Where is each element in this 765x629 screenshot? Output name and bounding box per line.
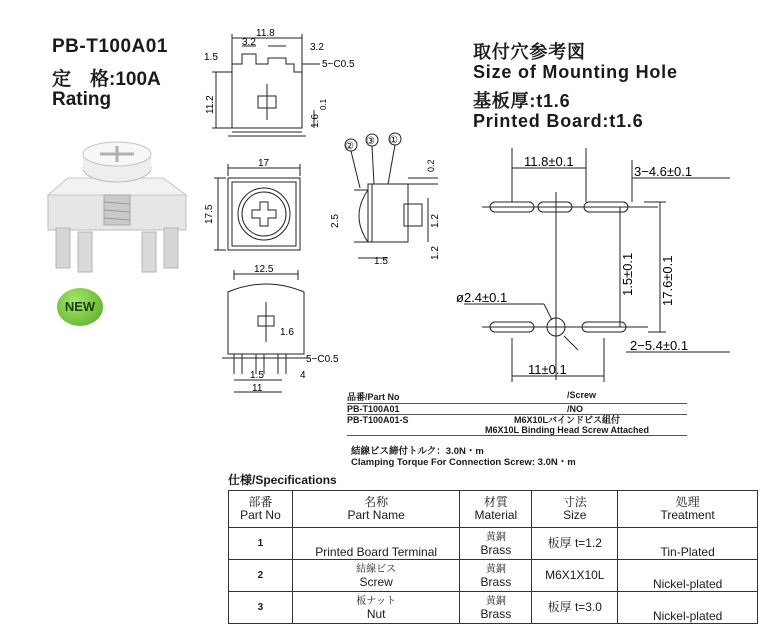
- spec-cell-material: 黄銅 Brass: [460, 560, 532, 592]
- dim-2-5: 2.5: [330, 214, 341, 228]
- spec-cell-no: 1: [229, 528, 293, 560]
- spec-cell-material: 黄銅 Brass: [460, 592, 532, 624]
- spec-cell-name: Printed Board Terminal: [292, 528, 460, 560]
- new-badge-label: NEW: [64, 299, 96, 314]
- specifications-title: 仕様/Specifications: [228, 473, 337, 487]
- dim-c05-bottom: 5−C0.5: [306, 354, 339, 365]
- spec-cell-name: 板ナット Nut: [292, 592, 460, 624]
- drawing-front-view: [198, 156, 328, 256]
- mounting-hole-diagram: [456, 140, 760, 390]
- hole-dim-17-6: 17.6±0.1: [660, 255, 675, 306]
- hole-dim-1-5: 1.5±0.1: [620, 252, 635, 296]
- spec-header-size: 寸法 Size: [532, 491, 618, 528]
- drawing-side-view: [328, 128, 448, 268]
- dim-3-2-right: 3.2: [310, 42, 324, 53]
- spec-cell-treatment: Nickel-plated: [618, 560, 758, 592]
- spec-cell-material: 黄銅 Brass: [460, 528, 532, 560]
- mounting-title-en: Size of Mounting Hole: [473, 62, 678, 82]
- part-number-header-row: [347, 390, 687, 404]
- spec-cell-treatment: Tin-Plated: [618, 528, 758, 560]
- new-badge: [57, 288, 103, 326]
- hole-dim-3-4-6: 3−4.6±0.1: [634, 164, 693, 179]
- torque-en: Clamping Torque For Connection Screw: 3.0N・m: [351, 457, 576, 468]
- dim-1-2-a: 1.2: [430, 214, 441, 228]
- torque-cn: 結線ビス締付トルク：3.0N・m: [351, 446, 484, 457]
- part-number-table: [347, 390, 687, 436]
- callout-1: ①: [389, 135, 398, 146]
- spec-cell-size: 板厚 t=1.2: [532, 528, 618, 560]
- drawing-bottom-view: [198, 262, 348, 400]
- product-photo: [38, 140, 198, 280]
- spec-row: [229, 592, 758, 624]
- pn-row2-screw-en: M6X10L Binding Head Screw Attached: [484, 425, 650, 435]
- dim-0-1: 0.1: [319, 98, 328, 110]
- pn-row1-part: PB-T100A01: [347, 404, 400, 414]
- dim-11-2: 11.2: [205, 95, 216, 114]
- spec-cell-no: 3: [229, 592, 293, 624]
- spec-header-part-no: 部番 Part No: [229, 491, 293, 528]
- mounting-title-cn: 取付穴参考図: [473, 42, 586, 62]
- dim-17: 17: [258, 158, 270, 169]
- spec-cell-treatment: Nickel-plated: [618, 592, 758, 624]
- dim-3-2-left: 3.2: [242, 37, 256, 48]
- board-thickness-cn: 基板厚:t1.6: [473, 91, 571, 111]
- dim-1-6: 1.6: [310, 114, 321, 128]
- spec-cell-size: 板厚 t=3.0: [532, 592, 618, 624]
- hole-dim-2-5-4: 2−5.4±0.1: [630, 338, 689, 353]
- spec-row: [229, 528, 758, 560]
- dim-1-6-bottom: 1.6: [280, 327, 294, 338]
- pn-row1-screw: /NO: [567, 404, 584, 414]
- part-number-row: [347, 404, 687, 415]
- spec-cell-name: 結線ビス Screw: [292, 560, 460, 592]
- pn-row2-screw-cn: M6X10Lバインドビス組付: [513, 415, 620, 425]
- pn-header-screw: /Screw: [567, 390, 597, 400]
- specifications-table: [228, 490, 758, 624]
- pn-header-part: 品番/Part No: [347, 392, 400, 402]
- spec-header-part-name: 名称 Part Name: [292, 491, 460, 528]
- callout-3: ③: [366, 136, 375, 147]
- spec-cell-no: 2: [229, 560, 293, 592]
- spec-row: [229, 560, 758, 592]
- hole-dim-11: 11±0.1: [528, 362, 567, 377]
- pn-row2-part: PB-T100A01-S: [347, 415, 409, 425]
- dim-1-5: 1.5: [204, 52, 218, 63]
- dim-1-2-b: 1.2: [430, 246, 441, 260]
- dim-11-bottom: 11: [252, 383, 263, 394]
- dim-c05: 5−C0.5: [322, 59, 355, 70]
- spec-header-treatment: 処理 Treatment: [618, 491, 758, 528]
- dim-11-8: 11.8: [256, 28, 275, 39]
- dim-0-2: 0.2: [426, 159, 436, 172]
- dim-1-5-side: 1.5: [374, 256, 388, 267]
- model-number: PB-T100A01: [52, 36, 168, 57]
- spec-cell-size: M6X1X10L: [532, 560, 618, 592]
- board-thickness-en: Printed Board:t1.6: [473, 111, 644, 131]
- hole-dim-dia-2-4: ø2.4±0.1: [456, 290, 508, 305]
- spec-header-material: 材質 Material: [460, 491, 532, 528]
- part-number-row: [347, 415, 687, 436]
- callout-2: ②: [345, 141, 354, 152]
- dim-4: 4: [300, 370, 306, 381]
- rating-cn: 定 格:100A: [52, 69, 161, 90]
- spec-header-row: [229, 491, 758, 528]
- torque-note: [351, 446, 576, 468]
- rating-en: Rating: [52, 89, 112, 110]
- dim-12-5: 12.5: [254, 264, 274, 275]
- dim-1-5-bottom: 1.5: [250, 370, 264, 381]
- hole-dim-11-8: 11.8±0.1: [524, 154, 574, 169]
- dim-17-5: 17.5: [204, 204, 215, 224]
